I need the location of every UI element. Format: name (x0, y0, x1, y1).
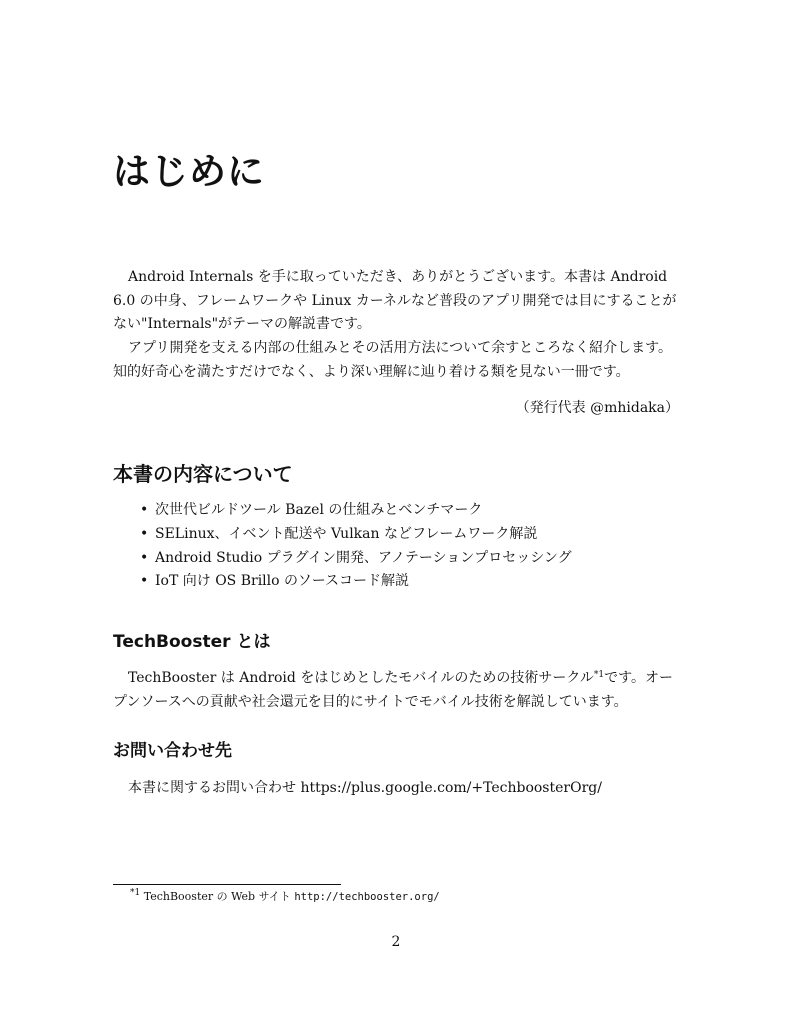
footnote-reference[interactable]: *1 (593, 670, 605, 680)
footnote-url[interactable]: http://techbooster.org/ (294, 891, 440, 903)
intro-paragraph-2 (113, 337, 679, 384)
intro-line: 知的好奇心を満たすだけでなく、より深い理解に辿り着ける類を見ない一冊です。 (113, 363, 630, 380)
intro-line: Android Internals を手に取っていただき、ありがとうございます。本書は Android (128, 269, 668, 285)
list-item-text: IoT 向け OS Brillo のソースコード解説 (155, 573, 410, 590)
contents-list (113, 499, 572, 594)
page-number: 2 (391, 934, 401, 950)
contact-line: 本書に関するお問い合わせ https://plus.google.com/+TechboosterOrg/ (128, 780, 602, 796)
list-item (113, 570, 572, 594)
techbooster-heading: TechBooster とは (113, 632, 271, 652)
list-item (113, 547, 572, 571)
contents-heading: 本書の内容について (113, 462, 293, 486)
document-page (113, 0, 679, 1024)
techbooster-paragraph (113, 667, 679, 714)
bullet-icon: • (140, 549, 149, 566)
list-item-text: Android Studio プラグイン開発、アノテーションプロセッシング (155, 549, 572, 566)
footnote-divider (113, 884, 341, 885)
signature: （発行代表 @mhidaka） (515, 400, 679, 416)
intro-paragraph-1 (113, 266, 679, 337)
list-item-text: 次世代ビルドツール Bazel の仕組みとベンチマーク (155, 502, 483, 518)
intro-line: アプリ開発を支える内部の仕組みとその活用方法について余すところなく紹介します。 (128, 340, 673, 356)
techbooster-text: です。オー (604, 670, 674, 686)
bullet-icon: • (140, 525, 149, 542)
techbooster-line (113, 667, 679, 691)
intro-line: ない"Internals"がテーマの解説書です。 (113, 316, 371, 332)
footnote-text: TechBooster の Web サイト (140, 890, 295, 903)
footnote (130, 888, 440, 906)
techbooster-text: TechBooster は Android をはじめとしたモバイルのための技術サークル (128, 670, 594, 686)
list-item (113, 499, 572, 523)
bullet-icon: • (140, 573, 149, 590)
techbooster-line: プンソースへの貢献や社会還元を目的にサイトでモバイル技術を解説しています。 (113, 693, 628, 710)
list-item (113, 523, 572, 547)
contact-paragraph (113, 777, 679, 801)
list-item-text: SELinux、イベント配送や Vulkan などフレームワーク解説 (155, 525, 538, 542)
bullet-icon: • (140, 502, 149, 518)
footnote-mark: *1 (130, 888, 141, 898)
page-title: はじめに (113, 150, 265, 193)
intro-line: 6.0 の中身、フレームワークや Linux カーネルなど普段のアプリ開発では目にすることが (113, 292, 677, 309)
contact-heading: お問い合わせ先 (113, 741, 232, 761)
